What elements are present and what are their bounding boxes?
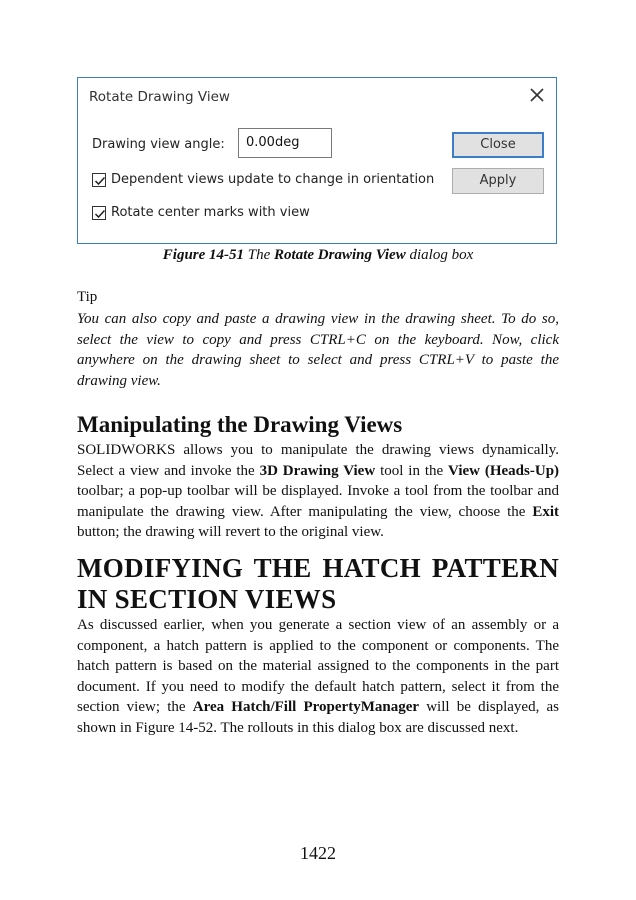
section-paragraph: [77, 615, 559, 738]
paragraph-text: will be displayed, as shown in Figure 14-52. The rollouts in this dialog box are discussed next.: [77, 699, 560, 736]
paragraph-text: toolbar; a pop-up toolbar will be displayed. Invoke a tool from the toolbar and manipulate the drawing view. After manipulating the view, choose the: [77, 483, 559, 520]
paragraph-text: As discussed earlier, when you generate a section view of an assembly or a component, a hatch pattern is applied to the component or components. The hatch pattern is based on the material assigned to the components in the part document. If you need to modify the default hatch pattern, select it from the section view; the: [77, 617, 559, 715]
paragraph-bold-term: Area Hatch/Fill PropertyManager: [192, 699, 420, 715]
tip-block: [77, 309, 559, 391]
caption-the: The: [247, 247, 271, 263]
paragraph-bold-term: View (Heads-Up): [448, 462, 560, 479]
tip-label: Tip: [77, 289, 98, 305]
close-icon[interactable]: [528, 86, 546, 104]
section-hatch-pattern: [77, 553, 559, 738]
figure-caption: [77, 247, 559, 264]
section-heading: Manipulating the Drawing Views: [77, 412, 403, 437]
paragraph-bold-term: 3D Drawing View: [259, 462, 376, 479]
caption-dialog-name: Rotate Drawing View: [274, 247, 406, 263]
close-button[interactable]: Close: [452, 132, 544, 158]
caption-suffix: dialog box: [409, 247, 474, 263]
checkbox-checked-icon[interactable]: [92, 206, 106, 220]
paragraph-text: SOLIDWORKS allows you to manipulate the drawing views dynamically. Select a view and invoke the: [77, 442, 559, 479]
paragraph-text: tool in the: [380, 462, 444, 479]
angle-label: Drawing view angle:: [92, 137, 225, 152]
rotate-center-marks-label: Rotate center marks with view: [111, 205, 310, 220]
section-manipulating: [77, 411, 559, 543]
paragraph-text: button; the drawing will revert to the original view.: [77, 524, 384, 540]
figure-number: Figure 14-51: [162, 247, 245, 263]
dependent-views-label: Dependent views update to change in orientation: [111, 172, 435, 187]
paragraph-bold-term: Exit: [532, 503, 559, 520]
page-number: 1422: [300, 843, 336, 863]
rotate-center-marks-option[interactable]: [92, 205, 310, 220]
checkbox-checked-icon[interactable]: [92, 173, 106, 187]
section-paragraph: [77, 440, 559, 543]
angle-input[interactable]: 0.00deg: [238, 128, 332, 158]
rotate-drawing-view-dialog: [77, 77, 557, 244]
apply-button[interactable]: Apply: [452, 168, 544, 194]
chapter-heading: MODIFYING THE HATCH PATTERN IN SECTION VIEWS: [77, 553, 559, 614]
dialog-title: Rotate Drawing View: [89, 89, 230, 105]
tip-text: You can also copy and paste a drawing view in the drawing sheet. To do so, select the view to copy and press CTRL+C on the keyboard. Now, click anywhere on the drawing sheet to select and press CTRL+V to paste the drawing view.: [77, 311, 559, 389]
dependent-views-option[interactable]: [92, 172, 434, 187]
